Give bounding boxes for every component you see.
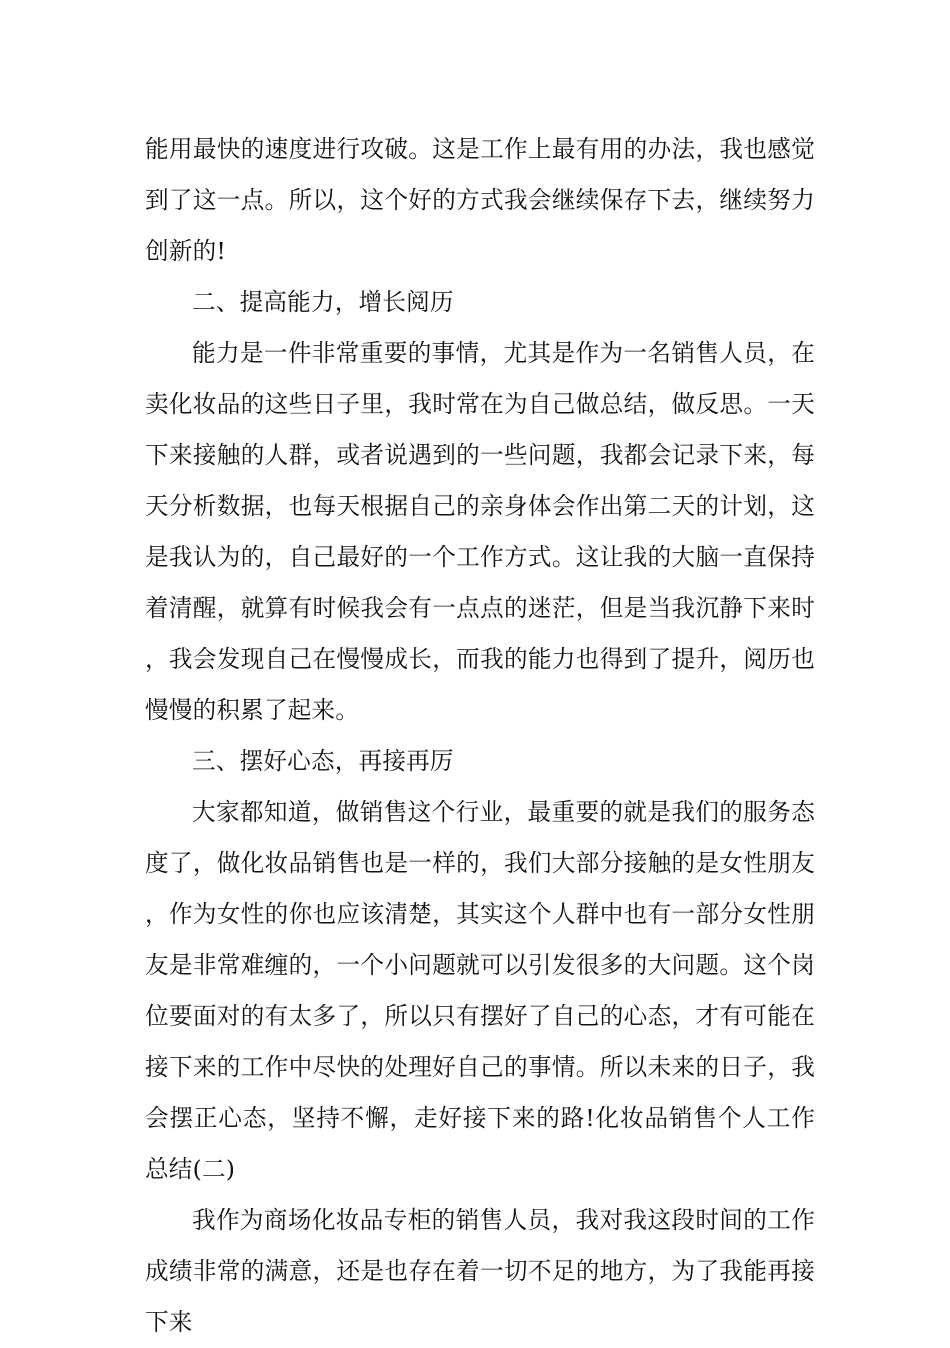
paragraph-summary-two: 我作为商场化妆品专柜的销售人员，我对我这段时间的工作成绩非常的满意，还是也存在着一切不足的地方，为了我能再接下来 <box>145 1206 815 1336</box>
paragraph-ability: 能力是一件非常重要的事情，尤其是作为一名销售人员，在卖化妆品的这些日子里，我时常在为自己做总结，做反思。一天下来接触的人群，或者说遇到的一些问题，我都会记录下来，每天分析数据，也每天根据自己的亲身体会作出第二天的计划，这是我认为的，自己最好的一个工作方式。这让我的大脑一直保持着清醒，就算有时候我会有一点点的迷茫，但是当我沉静下来时，我会发现自己在慢慢成长，而我的能力也得到了提升，阅历也慢慢的积累了起来。 <box>145 339 815 724</box>
document-body <box>145 124 815 1348</box>
section-heading-2: 二、提高能力，增长阅历 <box>192 288 454 316</box>
section-heading-3: 三、摆好心态，再接再厉 <box>192 747 454 775</box>
paragraph-continuation: 能用最快的速度进行攻破。这是工作上最有用的办法，我也感觉到了这一点。所以，这个好的方式我会继续保存下去，继续努力创新的! <box>145 135 815 265</box>
paragraph-attitude: 大家都知道，做销售这个行业，最重要的就是我们的服务态度了，做化妆品销售也是一样的，我们大部分接触的是女性朋友，作为女性的你也应该清楚，其实这个人群中也有一部分女性朋友是非常难缠的，一个小问题就可以引发很多的大问题。这个岗位要面对的有太多了，所以只有摆好了自己的心态，才有可能在接下来的工作中尽快的处理好自己的事情。所以未来的日子，我会摆正心态，坚持不懈，走好接下来的路!化妆品销售个人工作总结(二) <box>145 798 815 1183</box>
